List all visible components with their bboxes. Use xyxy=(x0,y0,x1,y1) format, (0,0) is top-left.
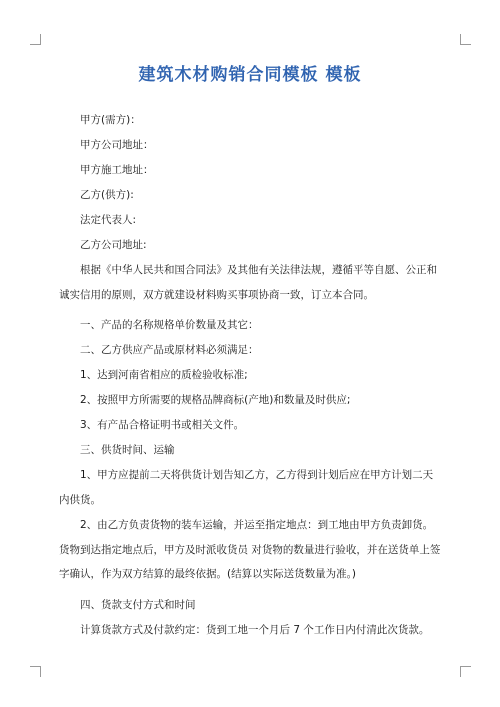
section-4-heading: 四、货款支付方式和时间 xyxy=(80,599,196,611)
section-2-item-2: 2、按照甲方所需要的规格品牌商标(产地)和数量及时供应; xyxy=(80,394,351,406)
field-legal-representative: 法定代表人: xyxy=(80,214,137,226)
section-3-heading: 三、供货时间、运输 xyxy=(80,444,175,456)
field-party-b-address: 乙方公司地址: xyxy=(80,239,147,251)
document-title: 建筑木材购销合同模板 模板 xyxy=(138,65,362,85)
section-2-heading: 二、乙方供应产品或原材料必须满足： xyxy=(80,344,259,356)
crop-mark-top-left xyxy=(30,34,41,45)
section-3-item-1: 1、甲方应提前二天将供货计划告知乙方，乙方得到计划后应在甲方计划二天内供货。 xyxy=(59,469,434,506)
field-party-a-address: 甲方公司地址： xyxy=(80,139,154,151)
section-3-item-2: 2、由乙方负责货物的装车运输，并运至指定地点：到工地由甲方负责卸货。货物到达指定地点后，甲方及时派收货员 对货物的数量进行验收，并在送货单上签字确认，作为双方结算的最终依据。(结算以实际送货数量为准。) xyxy=(59,519,441,580)
crop-mark-top-right xyxy=(460,34,471,45)
field-party-a-site-address: 甲方施工地址： xyxy=(80,164,154,176)
field-party-a: 甲方(需方)： xyxy=(80,114,141,126)
section-1-heading: 一、产品的名称规格单价数量及其它： xyxy=(80,319,259,331)
preamble-paragraph: 根据《中华人民共和国合同法》及其他有关法律法规，遵循平等自愿、公正和诚实信用的原则，双方就建设材料购买事项协商一致，订立本合同。 xyxy=(59,264,437,301)
crop-mark-bottom-left xyxy=(30,666,41,677)
crop-mark-bottom-right xyxy=(460,666,471,677)
field-party-b: 乙方(供方): xyxy=(80,189,134,201)
section-2-item-1: 1、达到河南省相应的质检验收标准; xyxy=(80,369,248,381)
section-4-item-1: 计算货款方式及付款约定：货到工地一个月后 7 个工作日内付清此次货款。 xyxy=(80,624,430,636)
section-2-item-3: 3、有产品合格证明书或相关文件。 xyxy=(80,419,245,431)
